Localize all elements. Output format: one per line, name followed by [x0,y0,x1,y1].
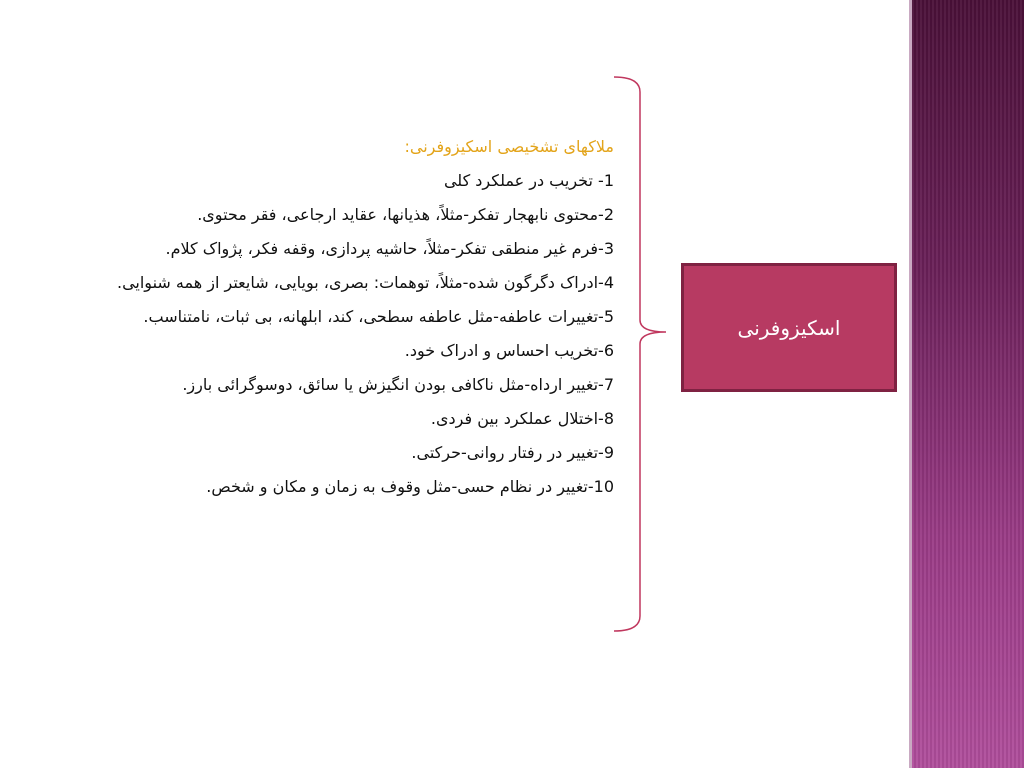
side-band-stripes [912,0,1024,768]
criteria-item-2: 2-محتوی نابهجار تفکر-مثلاً، هذیانها، عقاید ارجاعی، فقر محتوی. [197,205,614,224]
criteria-item-9: 9-تغییر در رفتار روانی-حرکتی. [411,443,614,462]
right-brace [612,74,668,634]
criteria-item-10: 10-تغییر در نظام حسی-مثل وقوف به زمان و مکان و شخص. [206,477,614,496]
criteria-item-7: 7-تغییر ارداه-مثل ناکافی بودن انگیزش یا سائق، دوسوگرائی بارز. [182,375,614,394]
decorative-side-band [912,0,1024,768]
criteria-text-box [66,130,614,504]
criteria-item-5: 5-تغییرات عاطفه-مثل عاطفه سطحی، کند، ابلهانه، بی ثبات، نامتناسب. [143,307,614,326]
title-box [681,263,897,392]
criteria-heading: ملاکهای تشخیصی اسکیزوفرنی: [404,137,614,156]
criteria-item-4: 4-ادراک دگرگون شده-مثلاً، توهمات: بصری، بویایی، شایعتر از همه شنوایی. [116,273,614,292]
criteria-item-8: 8-اختلال عملکرد بین فردی. [430,409,614,428]
criteria-item-3: 3-فرم غیر منطقی تفکر-مثلاً، حاشیه پردازی، وقفه فکر، پژواک کلام. [165,239,614,258]
criteria-item-6: 6-تخریب احساس و ادراک خود. [404,341,614,360]
criteria-item-1: 1- تخریب در عملکرد کلی [443,171,614,190]
slide-title: اسکیزوفرنی [737,315,841,340]
